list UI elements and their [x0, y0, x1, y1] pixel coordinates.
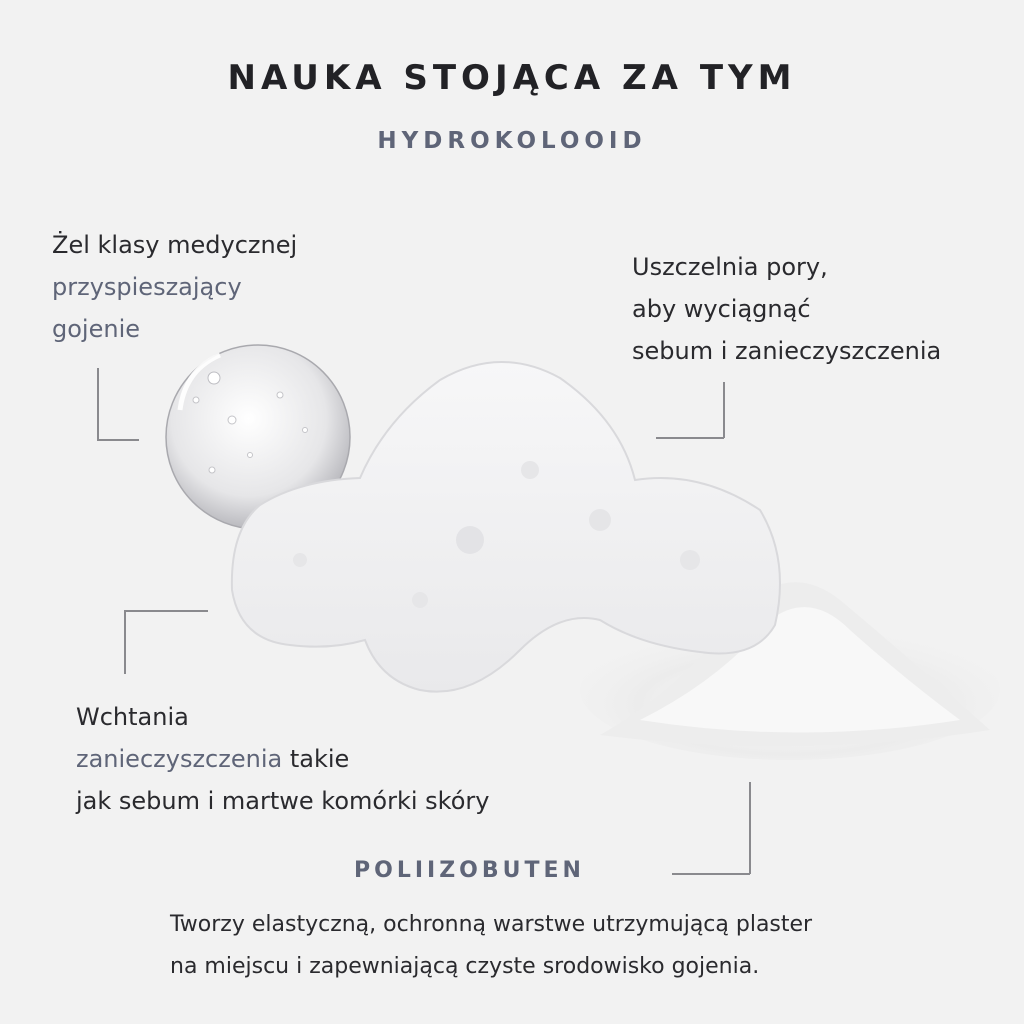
connector-line-gel: [97, 368, 99, 440]
polymer-label: POLIIZOBUTEN: [354, 858, 585, 883]
callout-absorb-line1: Wchtania: [76, 703, 189, 731]
callout-gel: [52, 224, 297, 350]
callout-seal-line2: aby wyciągnąć: [632, 295, 811, 323]
callout-absorb: [76, 696, 489, 822]
callout-absorb-accent: zanieczyszczenia: [76, 745, 283, 773]
callout-absorb-line2: [76, 738, 489, 780]
callout-gel-line2: przyspieszający: [52, 273, 242, 301]
callout-absorb-line3: jak sebum i martwe komórki skóry: [76, 787, 490, 815]
polymer-line1: Tworzy elastyczną, ochronną warstwe utrzymującą plaster: [170, 912, 813, 937]
callout-seal-line3: sebum i zanieczyszczenia: [632, 337, 942, 365]
connector-line-gel-horizontal: [97, 439, 139, 441]
callout-seal: [632, 246, 941, 372]
connector-line-polymer: [749, 782, 751, 874]
callout-gel-line3: gojenie: [52, 315, 140, 343]
page-subtitle: HYDROKOLOOID: [377, 128, 647, 154]
connector-line-polymer-horizontal: [672, 873, 750, 875]
page-title: NAUKA STOJĄCA ZA TYM: [227, 58, 797, 98]
callout-absorb-line2-rest: takie: [282, 745, 350, 773]
connector-line-absorb-horizontal: [124, 610, 208, 612]
callout-seal-line1: Uszczelnia pory,: [632, 253, 828, 281]
callout-gel-line1: Żel klasy medycznej: [52, 231, 298, 259]
connector-line-absorb: [124, 610, 126, 674]
polymer-description: [170, 904, 812, 988]
polymer-line2: na miejscu i zapewniającą czyste srodowisko gojenia.: [170, 954, 760, 979]
connector-line-seal: [723, 382, 725, 438]
connector-line-seal-horizontal: [656, 437, 724, 439]
